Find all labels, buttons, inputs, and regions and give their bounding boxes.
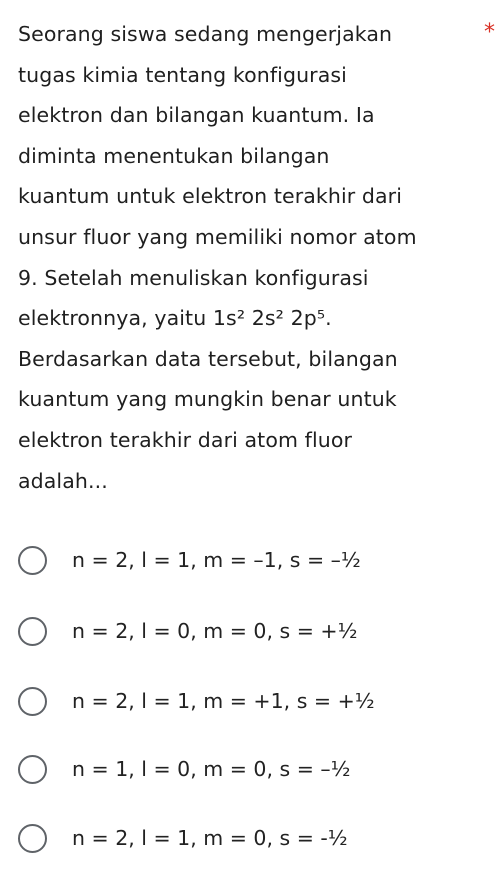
question-line: kuantum yang mungkin benar untuk [18, 387, 397, 412]
radio-button-icon[interactable] [18, 824, 47, 853]
option-label: n = 2, l = 0, m = 0, s = +½ [72, 619, 358, 643]
question-line: adalah... [18, 468, 108, 493]
option-d[interactable] [18, 749, 478, 789]
question-line: tugas kimia tentang konfigurasi [18, 62, 347, 87]
required-marker: * [484, 20, 495, 45]
radio-button-icon[interactable] [18, 546, 47, 575]
option-label: n = 1, l = 0, m = 0, s = –½ [72, 757, 351, 781]
question-text [18, 14, 480, 501]
option-c[interactable] [18, 681, 478, 721]
question-line: elektron terakhir dari atom fluor [18, 427, 353, 452]
option-label: n = 2, l = 1, m = 0, s = -½ [72, 826, 348, 850]
question-line: 9. Setelah menuliskan konfigurasi [18, 265, 369, 290]
option-label: n = 2, l = 1, m = –1, s = –½ [72, 548, 361, 572]
radio-button-icon[interactable] [18, 617, 47, 646]
question-line: unsur fluor yang memiliki nomor atom [18, 224, 417, 249]
question-line: elektron dan bilangan kuantum. Ia [18, 103, 375, 128]
option-b[interactable] [18, 611, 478, 651]
option-e[interactable] [18, 818, 478, 858]
question-line: diminta menentukan bilangan [18, 143, 330, 168]
question-line: Berdasarkan data tersebut, bilangan [18, 346, 398, 371]
option-a[interactable] [18, 540, 478, 580]
question-line: kuantum untuk elektron terakhir dari [18, 184, 403, 209]
question-line: elektronnya, yaitu 1s² 2s² 2p⁵. [18, 306, 332, 331]
radio-button-icon[interactable] [18, 755, 47, 784]
radio-button-icon[interactable] [18, 687, 47, 716]
question-line: Seorang siswa sedang mengerjakan [18, 22, 393, 46]
option-label: n = 2, l = 1, m = +1, s = +½ [72, 689, 375, 713]
